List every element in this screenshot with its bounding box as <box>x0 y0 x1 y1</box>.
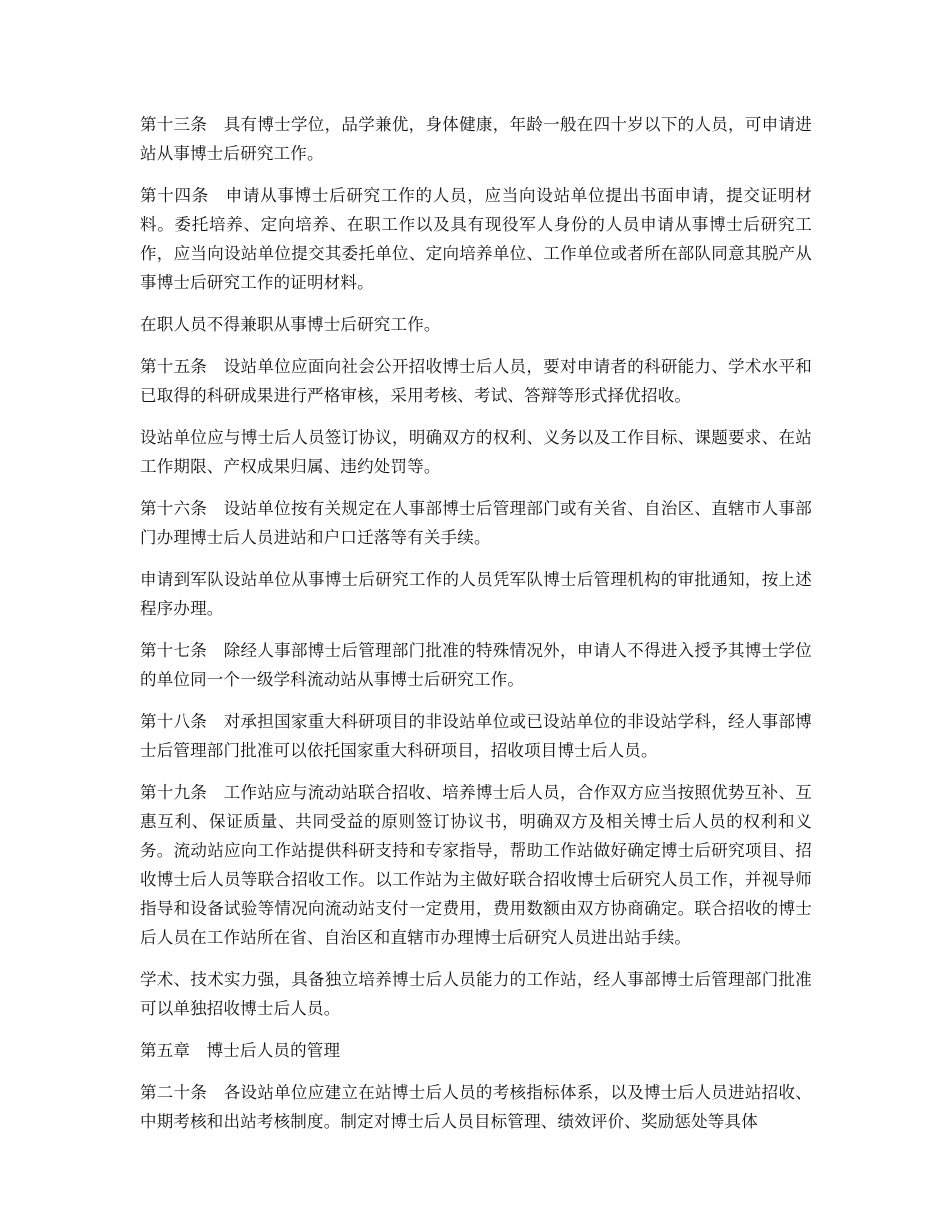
paragraph-article-15-note <box>140 423 812 481</box>
article-label: 第十九条 <box>140 783 208 802</box>
paragraph-article-19 <box>140 778 812 952</box>
article-label: 第二十条 <box>140 1083 208 1102</box>
article-label: 第十六条 <box>140 499 208 518</box>
paragraph-text: 工作站应与流动站联合招收、培养博士后人员，合作双方应当按照优势互补、互惠互利、保证质量、共同受益的原则签订协议书，明确双方及相关博士后人员的权利和义务。流动站应向工作站提供科研支持和专家指导，帮助工作站做好确定博士后研究项目、招收博士后人员等联合招收工作。以工作站为主做好联合招收博士后研究人员工作，并视导师指导和设备试验等情况向流动站支付一定费用，费用数额由双方协商确定。联合招收的博士后人员在工作站所在省、自治区和直辖市办理博士后研究人员进出站手续。 <box>140 783 812 947</box>
chapter-title: 博士后人员的管理 <box>206 1041 341 1060</box>
paragraph-article-20 <box>140 1078 812 1136</box>
paragraph-text: 设站单位按有关规定在人事部博士后管理部门或有关省、自治区、直辖市人事部门办理博士后人员进站和户口迁落等有关手续。 <box>140 499 812 547</box>
paragraph-text: 申请到军队设站单位从事博士后研究工作的人员凭军队博士后管理机构的审批通知，按上述程序办理。 <box>140 570 812 618</box>
paragraph-article-16-note <box>140 565 812 623</box>
paragraph-text: 具有博士学位，品学兼优，身体健康，年龄一般在四十岁以下的人员，可申请进站从事博士后研究工作。 <box>140 115 812 163</box>
paragraph-article-19-note <box>140 965 812 1023</box>
paragraph-article-13 <box>140 110 812 168</box>
paragraph-article-18 <box>140 707 812 765</box>
paragraph-text: 申请从事博士后研究工作的人员，应当向设站单位提出书面申请，提交证明材料。委托培养、定向培养、在职工作以及具有现役军人身份的人员申请从事博士后研究工作，应当向设站单位提交其委托单位、定向培养单位、工作单位或者所在部队同意其脱产从事博士后研究工作的证明材料。 <box>140 186 812 292</box>
paragraph-text: 学术、技术实力强，具备独立培养博士后人员能力的工作站，经人事部博士后管理部门批准可以单独招收博士后人员。 <box>140 970 812 1018</box>
chapter-label: 第五章 <box>140 1041 191 1060</box>
paragraph-article-14-note <box>140 310 812 339</box>
article-label: 第十三条 <box>140 115 208 134</box>
chapter-heading <box>140 1036 812 1065</box>
article-label: 第十四条 <box>140 186 210 205</box>
document-body <box>140 110 812 1136</box>
paragraph-article-15 <box>140 352 812 410</box>
paragraph-article-17 <box>140 636 812 694</box>
article-label: 第十五条 <box>140 357 208 376</box>
paragraph-article-14 <box>140 181 812 297</box>
paragraph-text: 除经人事部博士后管理部门批准的特殊情况外，申请人不得进入授予其博士学位的单位同一个一级学科流动站从事博士后研究工作。 <box>140 641 812 689</box>
paragraph-text: 设站单位应与博士后人员签订协议，明确双方的权利、义务以及工作目标、课题要求、在站工作期限、产权成果归属、违约处罚等。 <box>140 428 812 476</box>
article-label: 第十八条 <box>140 712 208 731</box>
paragraph-text: 对承担国家重大科研项目的非设站单位或已设站单位的非设站学科，经人事部博士后管理部门批准可以依托国家重大科研项目，招收项目博士后人员。 <box>140 712 812 760</box>
paragraph-text: 设站单位应面向社会公开招收博士后人员，要对申请者的科研能力、学术水平和已取得的科研成果进行严格审核，采用考核、考试、答辩等形式择优招收。 <box>140 357 812 405</box>
article-label: 第十七条 <box>140 641 208 660</box>
paragraph-article-16 <box>140 494 812 552</box>
paragraph-text: 在职人员不得兼职从事博士后研究工作。 <box>140 315 441 334</box>
paragraph-text: 各设站单位应建立在站博士后人员的考核指标体系，以及博士后人员进站招收、中期考核和出站考核制度。制定对博士后人员目标管理、绩效评价、奖励惩处等具体 <box>140 1083 812 1131</box>
